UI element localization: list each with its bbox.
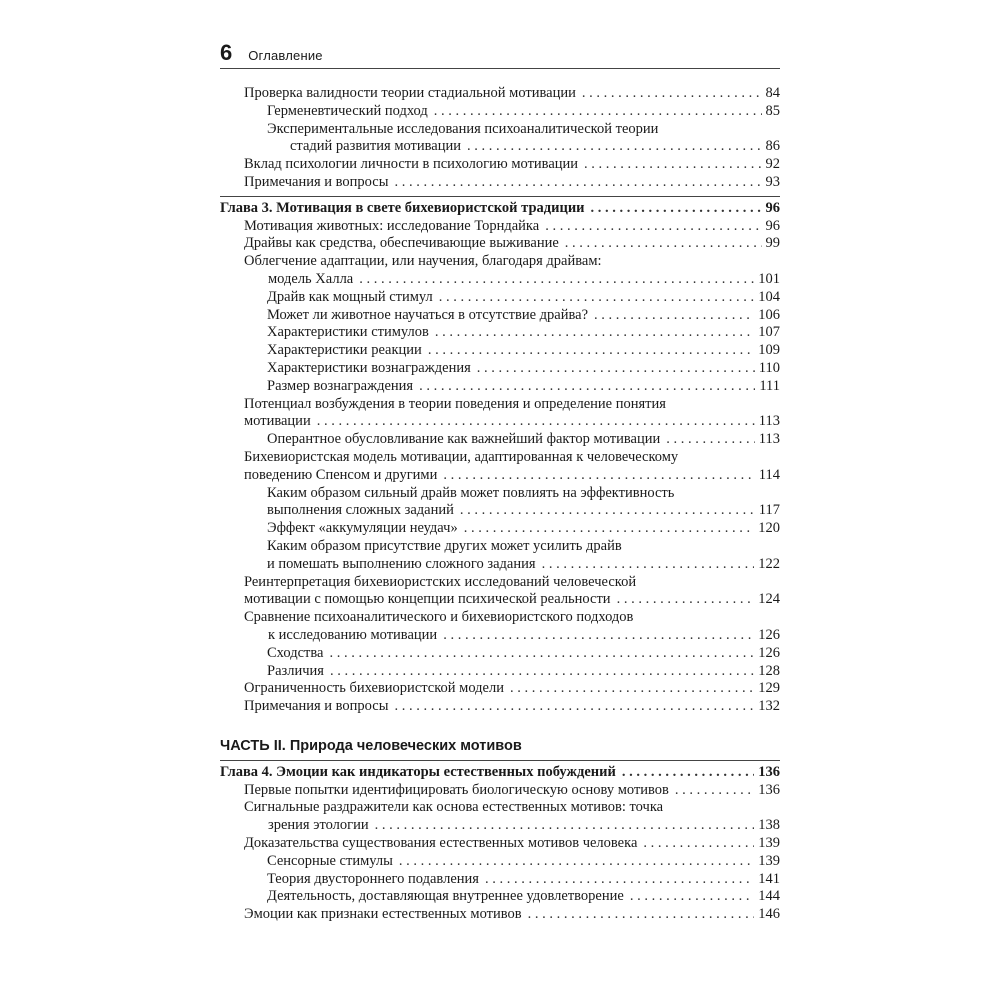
- toc-page-number: 104: [758, 288, 780, 305]
- table-of-contents: [220, 85, 780, 924]
- toc-entry-title-cont: мотивации с помощью концепции психической реальности: [244, 591, 611, 608]
- dot-leader: [528, 906, 755, 924]
- toc-entry-title-line: Облегчение адаптации, или научения, благодаря драйвам:: [244, 253, 602, 270]
- chapter-title: Глава 3. Мотивация в свете бихевиористской традиции: [220, 199, 585, 216]
- toc-entry[interactable]: [220, 906, 780, 924]
- toc-page-number: 96: [765, 217, 780, 234]
- dot-leader: [428, 342, 754, 360]
- toc-page-number: 146: [758, 906, 780, 923]
- toc-page-number: 139: [758, 852, 780, 869]
- toc-subentry[interactable]: [220, 324, 780, 342]
- toc-page-number: 84: [765, 85, 780, 101]
- toc-entry-title-cont: поведению Спенсом и другими: [244, 466, 438, 483]
- toc-entry-title: Герменевтический подход: [267, 102, 428, 119]
- toc-entry-title: Эмоции как признаки естественных мотивов: [244, 906, 522, 923]
- toc-page-number: 111: [759, 377, 780, 394]
- toc-page-number: 93: [765, 173, 780, 190]
- dot-leader: [443, 467, 754, 485]
- toc-entry-title: Драйв как мощный стимул: [267, 288, 433, 305]
- dot-leader: [630, 888, 754, 906]
- toc-chapter-3[interactable]: [220, 200, 780, 218]
- dot-leader: [439, 289, 754, 307]
- toc-subentry[interactable]: [220, 378, 780, 396]
- toc-entry-title: Оперантное обусловливание как важнейший фактор мотивации: [267, 431, 661, 448]
- toc-subentry[interactable]: [220, 853, 780, 871]
- toc-chapter-4[interactable]: [220, 764, 780, 782]
- dot-leader: [510, 680, 754, 698]
- part-heading[interactable]: ЧАСТЬ II. Природа человеческих мотивов: [220, 737, 522, 754]
- toc-page-number: 110: [758, 359, 780, 376]
- toc-entry[interactable]: [220, 609, 780, 645]
- toc-page-number: 101: [758, 270, 780, 287]
- dot-leader: [394, 698, 754, 716]
- dot-leader: [399, 853, 754, 871]
- toc-entry-title: Доказательства существования естественных мотивов человека: [244, 835, 638, 852]
- toc-entry-title: Различия: [267, 662, 324, 679]
- toc-page-number: 138: [758, 817, 780, 834]
- toc-entry[interactable]: [220, 235, 780, 253]
- toc-entry-title-cont: и помешать выполнению сложного задания: [267, 555, 536, 572]
- toc-entry-title: Первые попытки идентифицировать биологическую основу мотивов: [244, 781, 669, 798]
- toc-entry-title: Эффект «аккумуляции неудач»: [267, 520, 458, 537]
- toc-page-number: 120: [758, 520, 780, 537]
- dot-leader: [419, 378, 755, 396]
- dot-leader: [485, 871, 754, 889]
- toc-entry-title: Вклад психологии личности в психологию мотивации: [244, 156, 579, 173]
- dot-leader: [477, 360, 755, 378]
- toc-page-number: 132: [758, 698, 780, 715]
- toc-entry-title-line: Бихевиористская модель мотивации, адаптированная к человеческому: [244, 448, 679, 465]
- toc-entry[interactable]: [220, 174, 780, 192]
- running-head: [220, 40, 780, 66]
- dot-leader: [582, 85, 762, 103]
- dot-leader: [643, 835, 754, 853]
- toc-page-number: 129: [758, 680, 780, 697]
- toc-entry-title: Мотивация животных: исследование Торндайка: [244, 217, 540, 234]
- dot-leader: [545, 218, 761, 236]
- chapter-title: Глава 4. Эмоции как индикаторы естественных побуждений: [220, 763, 616, 780]
- dot-leader: [467, 138, 761, 156]
- toc-page-number: 96: [765, 199, 780, 216]
- chapter-divider: [220, 196, 780, 197]
- toc-entry-title: Характеристики стимулов: [267, 324, 429, 341]
- chapter-divider: [220, 760, 780, 761]
- toc-page-number: 85: [765, 102, 780, 119]
- dot-leader: [435, 324, 754, 342]
- toc-page-number: 122: [758, 555, 780, 572]
- toc-page-number: 144: [758, 888, 780, 905]
- toc-entry-title-line: Каким образом сильный драйв может повлиять на эффективность: [267, 484, 675, 501]
- toc-entry-title: Сходства: [267, 644, 324, 661]
- toc-entry-title: Примечания и вопросы: [244, 173, 389, 190]
- toc-page-number: 141: [758, 870, 780, 887]
- toc-entry-title-cont: к исследованию мотивации: [268, 626, 438, 643]
- toc-page-number: 114: [758, 466, 780, 483]
- toc-entry-title: Драйвы как средства, обеспечивающие выживание: [244, 235, 559, 252]
- toc-entry[interactable]: [220, 156, 780, 174]
- header-rule: [220, 68, 780, 69]
- toc-entry[interactable]: [220, 449, 780, 485]
- toc-entry-title-line: Каким образом присутствие других может усилить драйв: [267, 537, 622, 554]
- toc-entry-title-line: Сравнение психоаналитического и бихевиористского подходов: [244, 609, 634, 626]
- toc-page-number: 113: [758, 431, 780, 448]
- dot-leader: [584, 156, 761, 174]
- toc-entry-title: Характеристики реакции: [267, 342, 422, 359]
- dot-leader: [329, 645, 754, 663]
- toc-entry-title-cont: зрения этологии: [268, 817, 369, 834]
- toc-subentry[interactable]: [220, 538, 780, 574]
- toc-entry[interactable]: [220, 782, 780, 800]
- dot-leader: [359, 271, 754, 289]
- toc-subentry[interactable]: [220, 307, 780, 325]
- toc-subentry[interactable]: [220, 888, 780, 906]
- toc-page-number: 136: [758, 763, 780, 780]
- toc-entry-title-line: Реинтерпретация бихевиористских исследований человеческой: [244, 573, 637, 590]
- page-number: 6: [220, 40, 233, 65]
- toc-entry[interactable]: [220, 218, 780, 236]
- running-title: Оглавление: [248, 48, 323, 63]
- toc-page-number: 113: [758, 413, 780, 430]
- toc-page-number: 92: [765, 156, 780, 173]
- toc-subentry[interactable]: [220, 485, 780, 521]
- dot-leader: [443, 627, 754, 645]
- toc-subentry[interactable]: [220, 871, 780, 889]
- toc-entry-title-cont: выполнения сложных заданий: [267, 502, 454, 519]
- toc-subentry[interactable]: [220, 520, 780, 538]
- toc-entry-title: Может ли животное научаться в отсутствие драйва?: [267, 306, 589, 323]
- toc-page-number: 126: [758, 644, 780, 661]
- toc-entry[interactable]: [220, 698, 780, 716]
- toc-entry-title-cont: модель Халла: [268, 270, 354, 287]
- toc-entry-title: Характеристики вознаграждения: [267, 359, 471, 376]
- toc-entry-title-line: Потенциал возбуждения в теории поведения и определение понятия: [244, 395, 666, 412]
- dot-leader: [460, 502, 755, 520]
- toc-subentry[interactable]: [220, 342, 780, 360]
- toc-entry[interactable]: [220, 574, 780, 610]
- toc-entry-title: Ограниченность бихевиористской модели: [244, 680, 504, 697]
- toc-page-number: 126: [758, 626, 780, 643]
- toc-entry-title: Теория двустороннего подавления: [267, 870, 479, 887]
- toc-subentry[interactable]: [220, 645, 780, 663]
- toc-subentry[interactable]: [220, 431, 780, 449]
- dot-leader: [464, 520, 755, 538]
- toc-entry-title-line: Сигнальные раздражители как основа естественных мотивов: точка: [244, 799, 664, 816]
- toc-page-number: 99: [765, 235, 780, 252]
- toc-entry-title: Проверка валидности теории стадиальной мотивации: [244, 85, 576, 101]
- toc-entry-title-cont: мотивации: [244, 413, 311, 430]
- dot-leader: [565, 235, 762, 253]
- dot-leader: [330, 663, 754, 681]
- dot-leader: [666, 431, 755, 449]
- toc-page-number: 117: [758, 502, 780, 519]
- toc-entry-title: Деятельность, доставляющая внутреннее удовлетворение: [267, 888, 624, 905]
- toc-subentry[interactable]: [220, 289, 780, 307]
- toc-subentry[interactable]: [220, 103, 780, 121]
- toc-entry[interactable]: [220, 253, 780, 289]
- toc-entry-title: Примечания и вопросы: [244, 698, 389, 715]
- toc-subentry[interactable]: [220, 663, 780, 681]
- toc-entry-title: Сенсорные стимулы: [267, 852, 393, 869]
- dot-leader: [617, 591, 755, 609]
- dot-leader: [542, 556, 755, 574]
- dot-leader: [594, 307, 754, 325]
- toc-page-number: 139: [758, 835, 780, 852]
- toc-entry[interactable]: [220, 680, 780, 698]
- toc-page-number: 136: [758, 781, 780, 798]
- dot-leader: [675, 782, 754, 800]
- toc-entry[interactable]: [220, 396, 780, 432]
- toc-entry-title-cont: стадий развития мотивации: [290, 138, 462, 155]
- dot-leader: [375, 817, 755, 835]
- toc-entry[interactable]: [220, 835, 780, 853]
- toc-page-number: 106: [758, 306, 780, 323]
- toc-page-number: 86: [765, 138, 780, 155]
- toc-subentry[interactable]: [220, 360, 780, 378]
- toc-page-number: 109: [758, 342, 780, 359]
- dot-leader: [434, 103, 762, 121]
- toc-entry-title: Размер вознаграждения: [267, 377, 414, 394]
- toc-page-number: 124: [758, 591, 780, 608]
- dot-leader: [622, 764, 754, 782]
- toc-subentry[interactable]: [220, 121, 780, 157]
- dot-leader: [591, 200, 762, 218]
- dot-leader: [394, 174, 761, 192]
- toc-entry-title-line: Экспериментальные исследования психоаналитической теории: [267, 120, 659, 137]
- toc-page-number: 107: [758, 324, 780, 341]
- toc-entry[interactable]: [220, 799, 780, 835]
- toc-entry[interactable]: [220, 85, 780, 103]
- toc-page-number: 128: [758, 662, 780, 679]
- dot-leader: [317, 413, 755, 431]
